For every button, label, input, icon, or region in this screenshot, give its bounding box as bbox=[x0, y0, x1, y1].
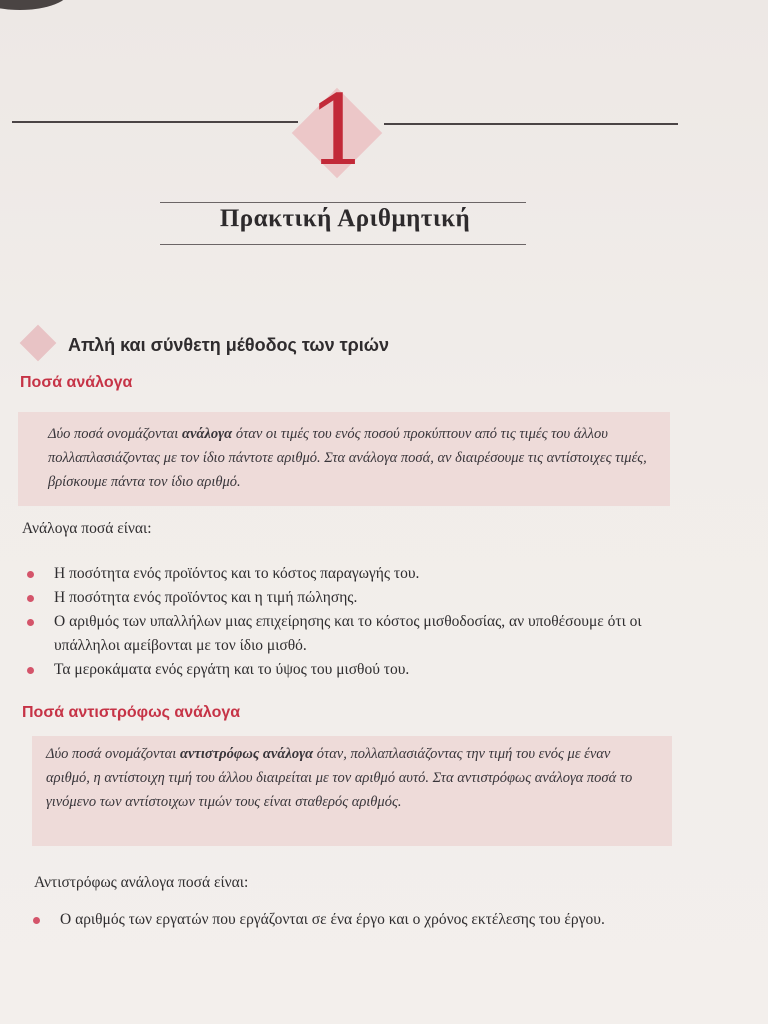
chapter-rule-right bbox=[384, 123, 678, 125]
list-item-text: Ο αριθμός των εργατών που εργάζονται σε ένα έργο και ο χρόνος εκτέλεσης του έργου. bbox=[60, 911, 605, 928]
proportional-intro: Ανάλογα ποσά είναι: bbox=[22, 520, 152, 537]
list-item bbox=[22, 658, 672, 682]
page-corner-shadow bbox=[0, 0, 70, 10]
chapter-rule-left bbox=[12, 121, 298, 123]
list-item-text: Ο αριθμός των υπαλλήλων μιας επιχείρησης και το κόστος μισθοδοσίας, αν υποθέσουμε ότι οι υπάλληλοι αμείβονται με τον ίδιο μισθό. bbox=[54, 613, 642, 654]
inverse-heading: Ποσά αντιστρόφως ανάλογα bbox=[22, 704, 241, 721]
bullet-icon bbox=[27, 595, 34, 602]
list-item bbox=[22, 610, 672, 658]
inverse-definition-box bbox=[32, 736, 672, 846]
proportional-heading: Ποσά ανάλογα bbox=[20, 374, 133, 391]
proportional-definition-box bbox=[18, 412, 670, 506]
section-diamond-icon bbox=[20, 325, 57, 362]
list-item bbox=[22, 586, 672, 610]
inverse-intro: Αντιστρόφως ανάλογα ποσά είναι: bbox=[34, 874, 249, 891]
list-item-text: Η ποσότητα ενός προϊόντος και το κόστος παραγωγής του. bbox=[54, 565, 420, 582]
proportional-examples-list bbox=[22, 562, 672, 682]
inverse-definition-post: όταν, πολλαπλασιάζοντας την τιμή του ενός με έναν αριθμό, η αντίστοιχη τιμή του άλλου διαιρείται με τον αριθμό αυτό. Στα αντιστρόφως ανάλογα ποσά το γινόμενο των αντίστοιχων τιμών τους είναι σταθερός αριθμός. bbox=[46, 746, 633, 810]
list-item-text: Τα μεροκάματα ενός εργάτη και το ύψος του μισθού του. bbox=[54, 661, 410, 678]
chapter-title: Πρακτική Αριθμητική bbox=[219, 205, 471, 232]
bullet-icon bbox=[27, 571, 34, 578]
proportional-definition-pre: Δύο ποσά ονομάζονται bbox=[48, 426, 182, 442]
list-item-text: Η ποσότητα ενός προϊόντος και η τιμή πώλησης. bbox=[54, 589, 358, 606]
bullet-icon bbox=[27, 619, 34, 626]
chapter-number: 1 bbox=[307, 75, 369, 187]
list-item bbox=[22, 562, 672, 586]
list-item bbox=[28, 908, 678, 932]
inverse-definition-pre: Δύο ποσά ονομάζονται bbox=[46, 746, 180, 762]
section-title: Απλή και σύνθετη μέθοδος των τριών bbox=[68, 335, 389, 355]
inverse-definition-term: αντιστρόφως ανάλογα bbox=[179, 746, 314, 762]
bullet-icon bbox=[33, 917, 40, 924]
inverse-examples-list bbox=[28, 908, 678, 932]
title-rule-top bbox=[160, 202, 526, 203]
proportional-definition-post: όταν οι τιμές του ενός ποσού προκύπτουν από τις τιμές του άλλου πολλαπλασιάζοντας με τον ίδιο πάντοτε αριθμό. Στα ανάλογα ποσά, αν διαιρέσουμε τις αντίστοιχες τιμές, βρίσκουμε πάντα τον ίδιο αριθμό. bbox=[48, 426, 647, 490]
bullet-icon bbox=[27, 667, 34, 674]
title-rule-bottom bbox=[160, 244, 526, 245]
proportional-definition-term: ανάλογα bbox=[181, 426, 233, 442]
